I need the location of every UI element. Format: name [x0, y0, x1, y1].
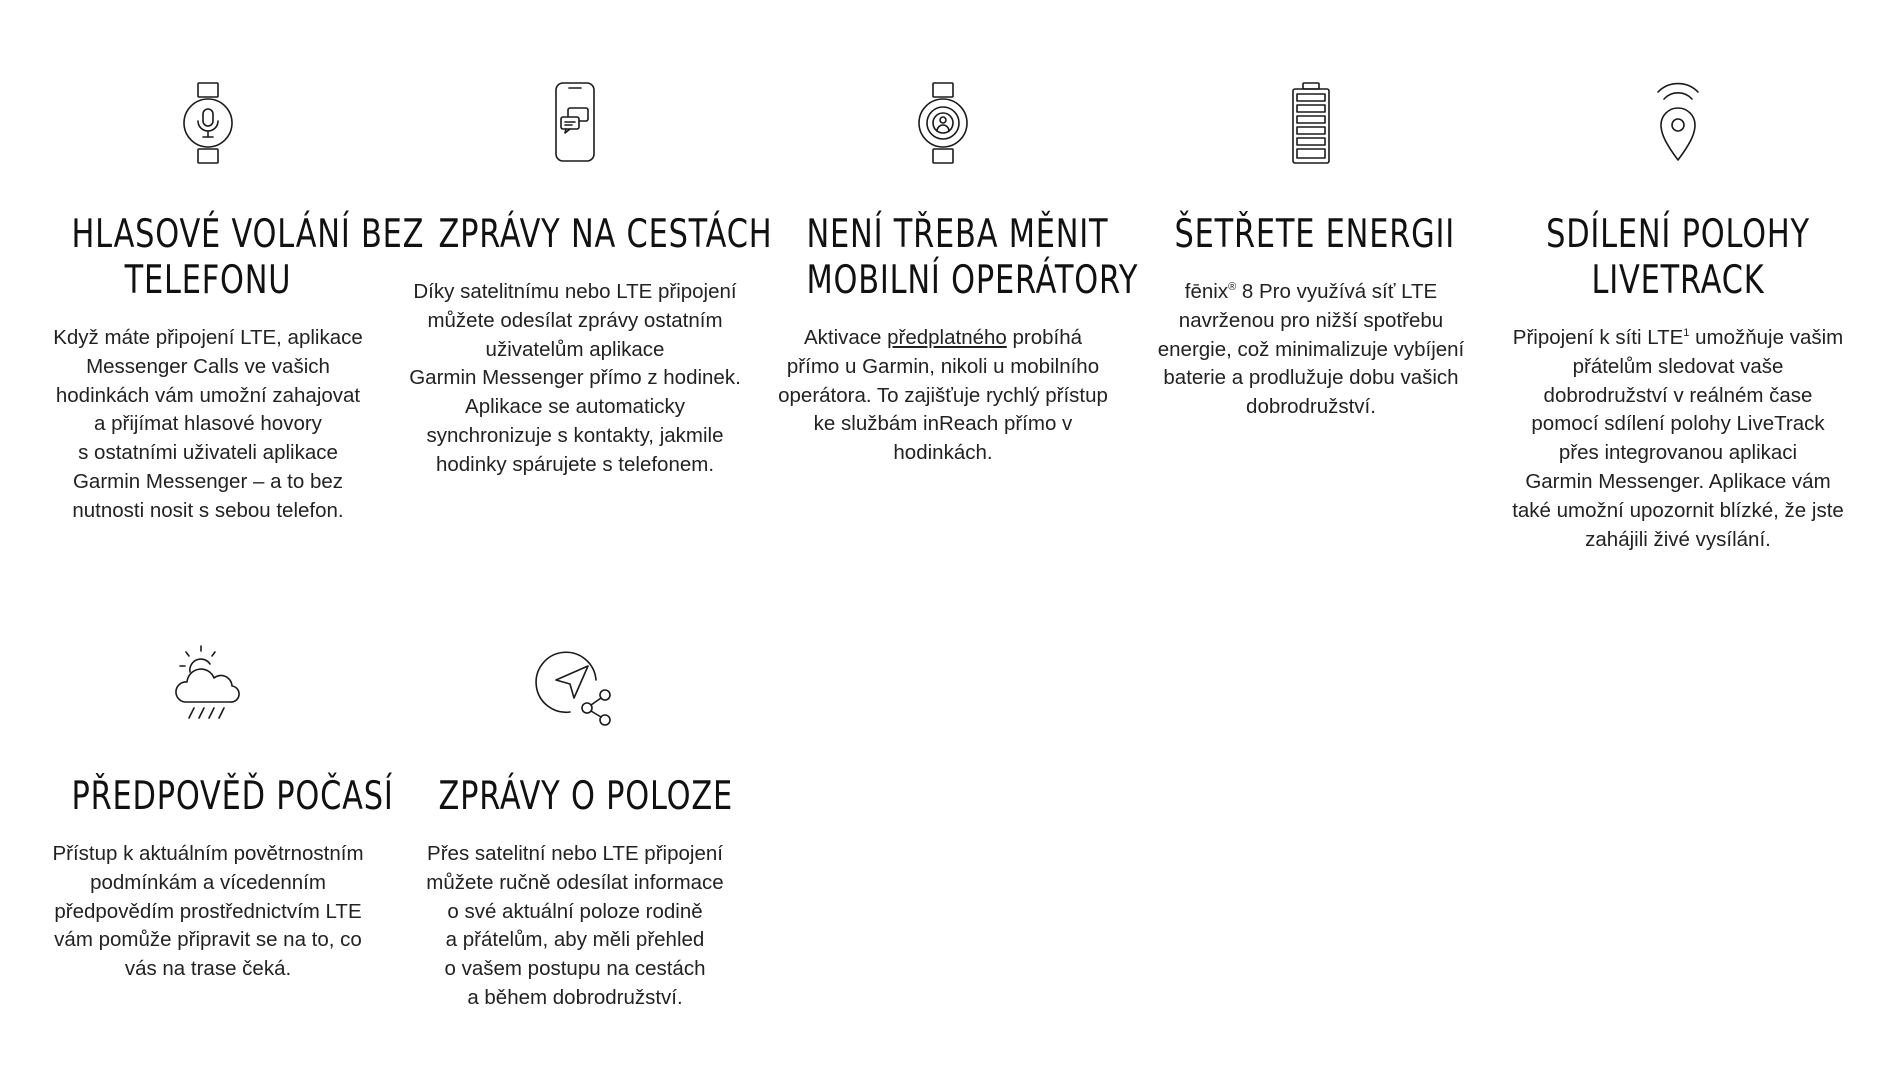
feature-messages: [400, 78, 773, 480]
feature-voice-calls: [33, 78, 425, 526]
feature-title: ZPRÁVY O POLOZE: [438, 774, 733, 819]
feature-energy: [1136, 78, 1486, 422]
phone-chat-icon: [530, 78, 620, 168]
feature-description: Připojení k síti LTE$^1$ umožňuje vašim přátelům sledovat vaše dobrodružství v reálném čase pomocí sdílení polohy LiveTrack přes integrovanou aplikaci Garmin Messenger. Aplikace vám také umožní upozornit blízké, že jste zahájili živé vysílání.: [1512, 326, 1844, 551]
battery-icon: [1266, 78, 1356, 168]
watch-signal-icon: [898, 78, 988, 168]
feature-title: PŘEDPOVĚĎ POČASÍ: [71, 774, 394, 819]
feature-description: Přes satelitní nebo LTE připojení můžete ručně odesílat informace o své aktuální poloze rodině a přátelům, aby měli přehled o vašem postupu na cestách a během dobrodružství.: [426, 842, 724, 1009]
feature-description: fēnix® 8 Pro využívá síť LTE navrženou pro nižší spotřebu energie, což minimalizuje vybíjení baterie a prodlužuje dobu vašich dobrodružství.: [1157, 280, 1465, 419]
weather-sun-cloud-rain-icon: [163, 640, 253, 730]
feature-description: Díky satelitnímu nebo LTE připojení můžete odesílat zprávy ostatním uživatelům aplikace Garmin Messenger přímo z hodinek. Aplikace se automaticky synchronizuje s kontakty, jakmile hodinky spárujete s telefonem.: [409, 280, 741, 476]
subscription-link[interactable]: předplatného: [887, 326, 1007, 349]
feature-no-carrier: [768, 78, 1139, 468]
feature-title: HLASOVÉ VOLÁNÍ BEZ TELEFONU: [71, 212, 425, 303]
watch-microphone-icon: [163, 78, 253, 168]
feature-title: ZPRÁVY NA CESTÁCH: [438, 212, 773, 257]
feature-livetrack: [1503, 78, 1853, 554]
feature-weather: [33, 640, 394, 984]
location-pin-signal-icon: [1633, 78, 1723, 168]
feature-title: ŠETŘETE ENERGII: [1174, 212, 1455, 257]
feature-position: [400, 640, 750, 1013]
feature-title: SDÍLENÍ POLOHY LIVETRACK: [1546, 212, 1810, 303]
feature-description: Přístup k aktuálním povětrnostním podmínkám a vícedenním předpovědím prostřednictvím LTE vám pomůže připravit se na to, co vás na trase čeká.: [52, 842, 364, 981]
navigation-share-icon: [530, 640, 620, 730]
feature-description: Aktivace předplatného probíhá přímo u Garmin, nikoli u mobilního operátora. To zajišťuje rychlý přístup ke službám inReach přímo v hodinkách.: [778, 326, 1108, 465]
feature-description: Když máte připojení LTE, aplikace Messenger Calls ve vašich hodinkách vám umožní zahajovat a přijímat hlasové hovory s ostatními uživateli aplikace Garmin Messenger – a to bez nutnosti nosit s sebou telefon.: [53, 326, 363, 522]
feature-title: NENÍ TŘEBA MĚNIT MOBILNÍ OPERÁTORY: [806, 212, 1139, 303]
